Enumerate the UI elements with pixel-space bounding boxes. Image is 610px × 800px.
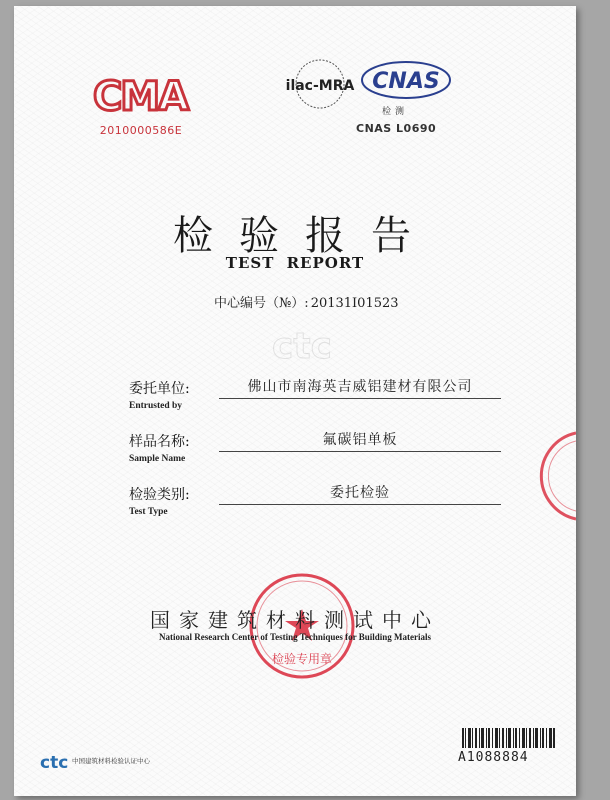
cma-logo-text: CMA [92,74,188,120]
cnas-sub-label: 检测 [382,107,409,117]
side-seal-icon [536,431,576,521]
report-cover [14,6,576,796]
barcode-icon [462,728,556,748]
center-number-value: 20131I01523 [310,296,399,311]
field-value: 氟碳铝单板 [219,429,501,452]
ctc-watermark [242,318,362,378]
cnas-logo-text: CNAS [372,69,440,94]
seal-label: 检验专用章 [271,652,333,666]
organization-name-en: National Research Center of Testing Techniques for Building Materials [158,632,432,642]
center-number-label: 中心编号（№）: [214,296,309,311]
field-value: 佛山市南海英吉威铝建材有限公司 [219,376,501,399]
cma-logo [84,66,196,120]
serial-number: A1088884 [458,750,529,765]
report-title: 检验报告 [173,213,437,259]
field-label-zh: 检验类别: [129,487,190,503]
field-label-zh: 样品名称: [129,434,190,450]
cma-number: 2010000586E [99,124,183,137]
field-sample-name [129,431,509,464]
ctc-watermark-text: ctc [272,326,332,367]
ilac-logo-text: ilac-MRA [285,78,355,94]
center-number [214,292,399,311]
cnas-number: CNAS L0690 [356,122,437,135]
ilac-cnas-logo [276,58,456,122]
ctc-logo-text: ctc [40,753,69,772]
field-value: 委托检验 [219,482,501,505]
field-label-zh: 委托单位: [129,381,190,397]
field-label-en: Entrusted by [129,401,183,411]
field-label-en: Test Type [129,507,168,517]
field-label-en: Sample Name [129,454,186,464]
organization-name: 国家建筑材料测试中心 [150,608,440,632]
field-test-type [129,484,509,517]
report-title-en: TEST REPORT [225,254,365,272]
ctc-logo [40,750,74,772]
field-entrusted-by [129,378,509,411]
ctc-organization: 中国建筑材料检验认证中心 [72,757,150,765]
